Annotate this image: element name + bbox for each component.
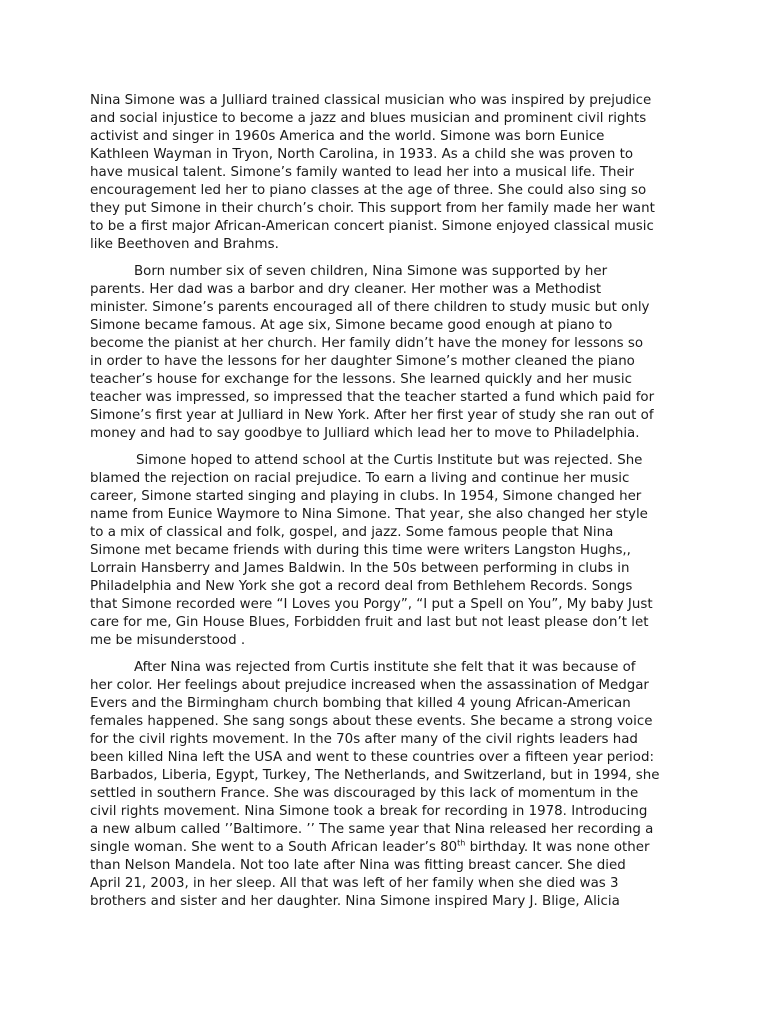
text-line: to a mix of classical and folk, gospel, and jazz. Some famous people that Nina — [90, 525, 614, 540]
paragraph-1 — [90, 92, 710, 254]
text-line: to be a first major African-American concert pianist. Simone enjoyed classical music — [90, 219, 654, 234]
text-line: encouragement led her to piano classes at the age of three. She could also sing so — [90, 183, 647, 198]
text-line: Born number six of seven children, Nina Simone was supported by her — [134, 264, 608, 279]
text-line: money and had to say goodbye to Julliard which lead her to move to Philadelphia. — [90, 426, 640, 441]
text-line: a new album called ’’Baltimore. ’’ The same year that Nina released her recording a — [90, 822, 654, 837]
text-line: Barbados, Liberia, Egypt, Turkey, The Netherlands, and Switzerland, but in 1994, she — [90, 768, 660, 783]
paragraph-2 — [90, 263, 710, 443]
superscript-ordinal: th — [457, 838, 466, 848]
text-line: Nina Simone was a Julliard trained classical musician who was inspired by prejudice — [90, 93, 652, 108]
text-line: settled in southern France. She was discouraged by this lack of momentum in the — [90, 786, 639, 801]
text-line: Philadelphia and New York she got a record deal from Bethlehem Records. Songs — [90, 579, 633, 594]
text-line: that Simone recorded were “I Loves you Porgy”, “I put a Spell on You”, My baby Just — [90, 597, 653, 612]
text-line: her color. Her feelings about prejudice increased when the assassination of Medgar — [90, 678, 649, 693]
text-line: minister. Simone’s parents encouraged all of there children to study music but only — [90, 300, 650, 315]
text-line: like Beethoven and Brahms. — [90, 237, 279, 252]
text-line: they put Simone in their church’s choir. This support from her family made her want — [90, 201, 655, 216]
text-line: teacher was impressed, so impressed that the teacher started a fund which paid for — [90, 390, 655, 405]
text-line: become the pianist at her church. Her family didn’t have the money for lessons so — [90, 336, 644, 351]
text-line: in order to have the lessons for her daughter Simone’s mother cleaned the piano — [90, 354, 635, 369]
paragraph-4 — [90, 659, 710, 911]
text-line: April 21, 2003, in her sleep. All that was left of her family when she died was 3 — [90, 876, 619, 891]
text-line: and social injustice to become a jazz and blues musician and prominent civil rights — [90, 111, 647, 126]
text-line: Simone’s first year at Julliard in New York. After her first year of study she ran out of — [90, 408, 654, 423]
text-line: me be misunderstood . — [90, 633, 246, 648]
paragraph-3 — [90, 452, 710, 650]
text-line: females happened. She sang songs about these events. She became a strong voice — [90, 714, 653, 729]
text-line: Simone hoped to attend school at the Curtis Institute but was rejected. She — [136, 453, 643, 468]
text-line: Evers and the Birmingham church bombing that killed 4 young African-American — [90, 696, 631, 711]
text-line: parents. Her dad was a barbor and dry cleaner. Her mother was a Methodist — [90, 282, 602, 297]
text-line: care for me, Gin House Blues, Forbidden fruit and last but not least please don’t let — [90, 615, 649, 630]
text-line: After Nina was rejected from Curtis institute she felt that it was because of — [134, 660, 636, 675]
document-body — [90, 92, 710, 920]
text-line: Simone became famous. At age six, Simone became good enough at piano to — [90, 318, 613, 333]
text-segment: birthday. It was none other — [465, 840, 650, 855]
text-line: Simone met became friends with during this time were writers Langston Hughs,, — [90, 543, 631, 558]
text-line: for the civil rights movement. In the 70s after many of the civil rights leaders had — [90, 732, 638, 747]
text-line: brothers and sister and her daughter. Nina Simone inspired Mary J. Blige, Alicia — [90, 894, 620, 909]
text-line-with-superscript — [90, 839, 710, 857]
text-line: been killed Nina left the USA and went to these countries over a fifteen year period: — [90, 750, 654, 765]
text-line: teacher’s house for exchange for the lessons. She learned quickly and her music — [90, 372, 632, 387]
text-line: Lorrain Hansberry and James Baldwin. In the 50s between performing in clubs in — [90, 561, 630, 576]
text-line: activist and singer in 1960s America and the world. Simone was born Eunice — [90, 129, 605, 144]
text-line: name from Eunice Waymore to Nina Simone. That year, she also changed her style — [90, 507, 648, 522]
text-line: blamed the rejection on racial prejudice. To earn a living and continue her music — [90, 471, 630, 486]
text-line: than Nelson Mandela. Not too late after Nina was fitting breast cancer. She died — [90, 858, 626, 873]
text-segment: single woman. She went to a South African leader’s 80 — [90, 840, 458, 855]
text-line: career, Simone started singing and playing in clubs. In 1954, Simone changed her — [90, 489, 642, 504]
text-line: Kathleen Wayman in Tryon, North Carolina, in 1933. As a child she was proven to — [90, 147, 634, 162]
text-line: civil rights movement. Nina Simone took a break for recording in 1978. Introducing — [90, 804, 648, 819]
text-line: have musical talent. Simone’s family wanted to lead her into a musical life. Their — [90, 165, 634, 180]
